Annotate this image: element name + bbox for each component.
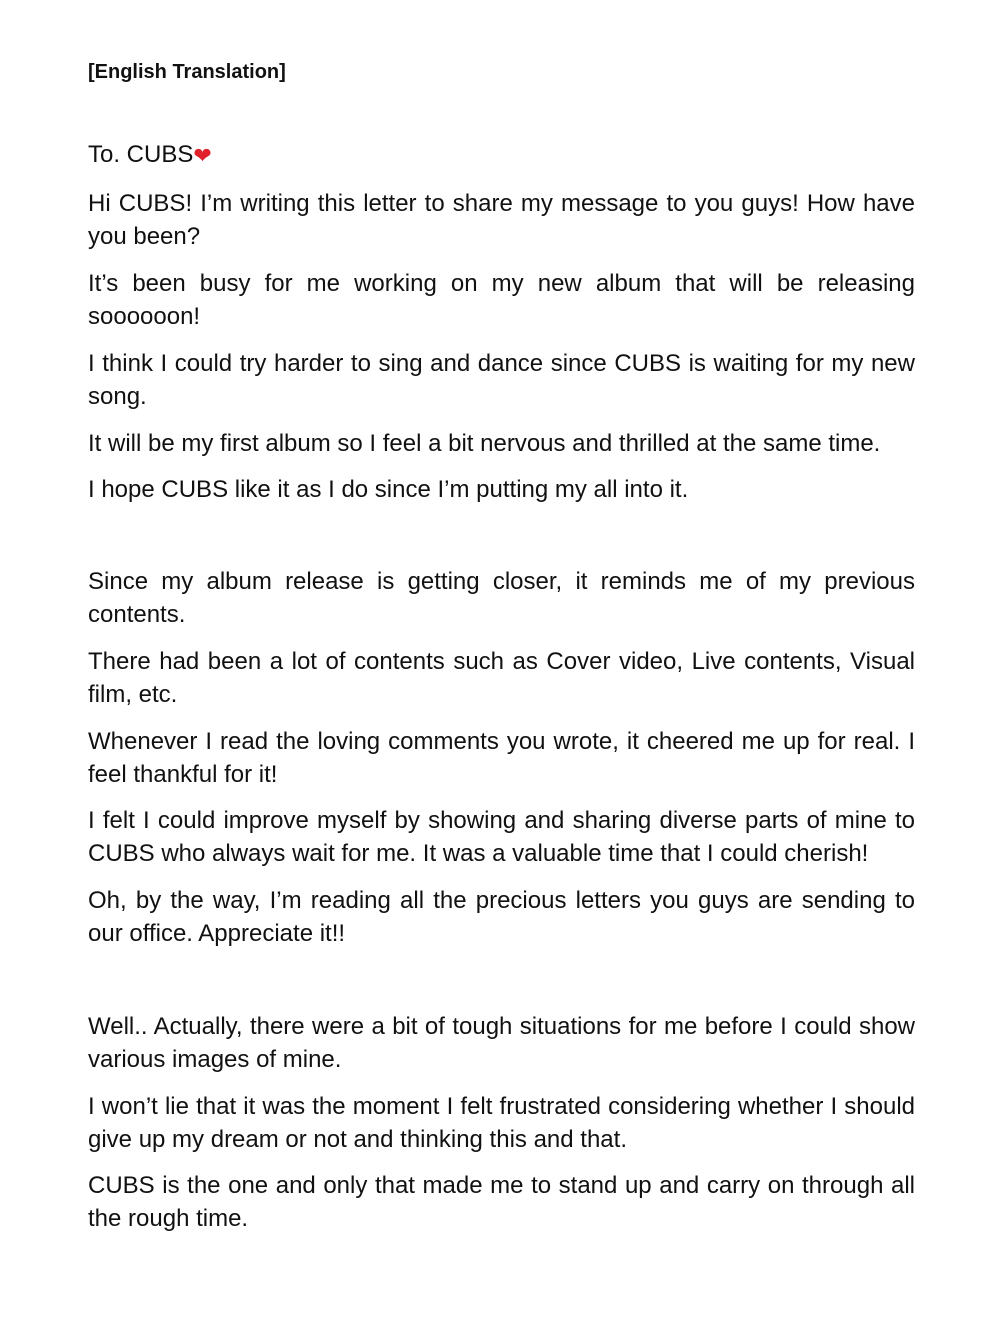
paragraph: It’s been busy for me working on my new album that will be releasing soooooon! bbox=[88, 270, 915, 330]
paragraph: Well.. Actually, there were a bit of tough situations for me before I could show various images of mine. bbox=[88, 1013, 915, 1073]
paragraph: Hi CUBS! I’m writing this letter to share my message to you guys! How have you been? bbox=[88, 190, 915, 250]
paragraph: It will be my first album so I feel a bit nervous and thrilled at the same time. bbox=[88, 430, 881, 457]
paragraph: I hope CUBS like it as I do since I’m putting my all into it. bbox=[88, 476, 689, 503]
paragraph: I felt I could improve myself by showing and sharing diverse parts of mine to CUBS who always wait for me. It was a valuable time that I could cherish! bbox=[88, 807, 915, 867]
paragraph: I won’t lie that it was the moment I felt frustrated considering whether I should give up my dream or not and thinking this and that. bbox=[88, 1093, 915, 1153]
paragraph: Oh, by the way, I’m reading all the precious letters you guys are sending to our office. Appreciate it!! bbox=[88, 887, 915, 947]
paragraph: CUBS is the one and only that made me to stand up and carry on through all the rough time. bbox=[88, 1172, 915, 1232]
greeting-text: To. CUBS bbox=[88, 141, 194, 168]
letter-greeting bbox=[88, 141, 212, 169]
document-heading: [English Translation] bbox=[88, 61, 286, 83]
paragraph: Since my album release is getting closer, it reminds me of my previous contents. bbox=[88, 568, 915, 628]
paragraph: Whenever I read the loving comments you wrote, it cheered me up for real. I feel thankful for it! bbox=[88, 728, 915, 788]
paragraph: There had been a lot of contents such as Cover video, Live contents, Visual film, etc. bbox=[88, 648, 915, 708]
paragraph: I think I could try harder to sing and dance since CUBS is waiting for my new song. bbox=[88, 350, 915, 410]
heart-icon: ❤ bbox=[193, 143, 212, 168]
